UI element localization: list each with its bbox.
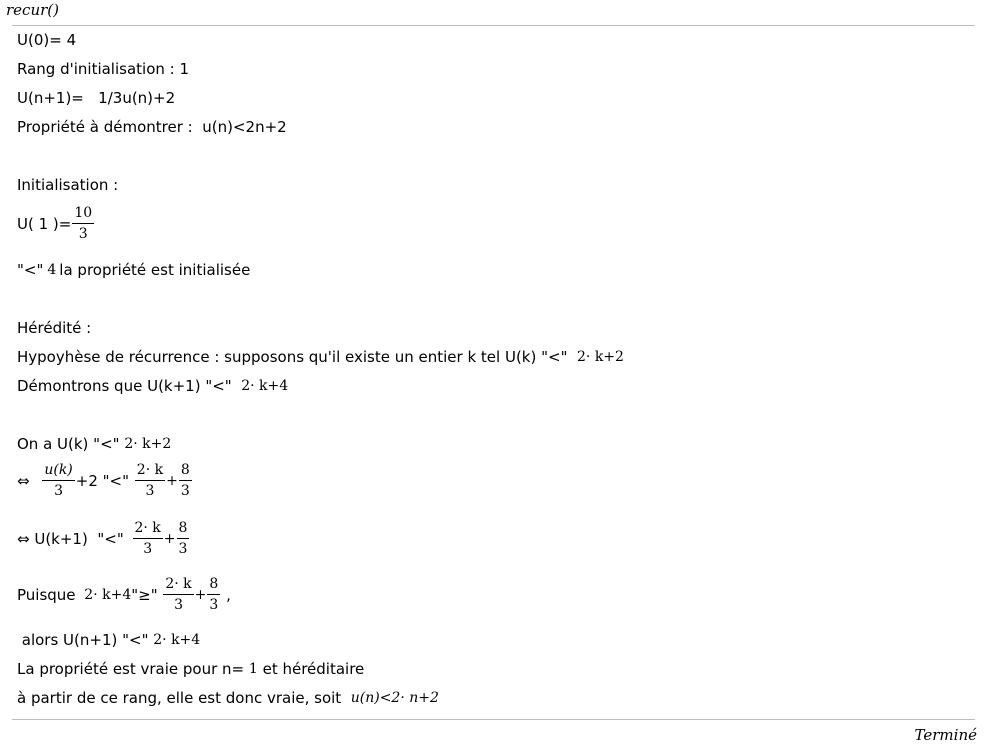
command-input[interactable]: recur() (6, 1, 59, 19)
equiv-1-fraction-2k (135, 462, 165, 499)
ona-expr: 2· k+2 (124, 436, 172, 452)
line-hypothese (17, 348, 624, 366)
puisque-f1-num: 2· k (165, 576, 192, 592)
dem-expr: 2· k+4 (241, 378, 289, 394)
line-demontrons (17, 377, 288, 395)
puisque-f2-num: 8 (209, 576, 219, 592)
puisque-end: , (221, 585, 231, 604)
alors-expr: 2· k+4 (153, 632, 201, 648)
ona-text: On a U(k) "<" (17, 435, 125, 453)
equiv-1-f2-den: 3 (145, 483, 155, 499)
bottom-divider (12, 719, 975, 720)
u1-denominator: 3 (78, 226, 88, 242)
line-puisque (17, 576, 231, 613)
puisque-f2-den: 3 (209, 597, 219, 613)
init-lt: "<" (17, 261, 44, 279)
equiv-2-f2-num: 8 (178, 520, 188, 536)
puisque-fraction-2k (163, 576, 193, 613)
init-value: 4 (47, 262, 57, 278)
line-equiv-1 (17, 462, 193, 499)
line-init-conclusion (17, 261, 250, 279)
line-vraie (17, 660, 364, 678)
puisque-f1-den: 3 (174, 597, 183, 613)
hyp-text: Hypoyhèse de récurrence : supposons qu'il existe un entier k tel U(k) "<" (17, 348, 578, 366)
equiv-1-den: 3 (54, 483, 64, 499)
final-expr: u(n)<2· n+2 (350, 690, 439, 706)
equiv-2-fraction-8 (177, 520, 190, 557)
equiv-2-fraction-2k (133, 520, 163, 557)
line-hered-title: Hérédité : (17, 319, 92, 337)
alors-text: alors U(n+1) "<" (17, 631, 154, 649)
equiv-2-prefix: ⇔ U(k+1) "<" (17, 529, 129, 548)
dem-text: Démontrons que U(k+1) "<" (17, 377, 242, 395)
equiv-1-plus: + (166, 472, 178, 489)
init-conclusion: la propriété est initialisée (59, 261, 251, 279)
equiv-2-plus: + (163, 530, 176, 547)
line-init-title: Initialisation : (17, 176, 119, 194)
puisque-fraction-8 (207, 576, 220, 613)
line-recurrence: U(n+1)= 1/3u(n)+2 (17, 89, 176, 107)
line-rang: Rang d'initialisation : 1 (17, 60, 190, 78)
line-alors (17, 631, 200, 649)
vraie-text: La propriété est vraie pour n= (17, 660, 249, 678)
line-equiv-2 (17, 520, 190, 557)
final-text: à partir de ce rang, elle est donc vraie, soit (17, 689, 351, 707)
equiv-1-f3-den: 3 (180, 483, 190, 499)
u1-label: U( 1 )= (17, 214, 72, 233)
puisque-text: Puisque (17, 585, 81, 604)
puisque-plus: + (194, 586, 207, 603)
equiv-2-f1-num: 2· k (134, 520, 161, 536)
equiv-2-f2-den: 3 (178, 541, 188, 557)
line-u1 (17, 205, 95, 242)
vraie-end: et héréditaire (257, 660, 365, 678)
equiv-1-fraction-uk (42, 462, 74, 499)
puisque-ge: "≥" (131, 585, 163, 604)
equiv-1-fraction-8 (179, 462, 192, 499)
vraie-n: 1 (248, 661, 258, 677)
status-text: Terminé (914, 726, 977, 744)
line-ona (17, 435, 171, 453)
equiv-2-f1-den: 3 (143, 541, 153, 557)
line-final (17, 689, 439, 707)
top-divider (12, 25, 975, 26)
equiv-1-f2-num: 2· k (136, 462, 164, 478)
u1-fraction (72, 205, 94, 242)
equiv-1-num: u(k) (44, 462, 73, 478)
equiv-1-mid: +2 "<" (75, 471, 134, 490)
equiv-1-prefix: ⇔ (17, 471, 35, 490)
line-u0: U(0)= 4 (17, 31, 77, 49)
u1-numerator: 10 (74, 205, 93, 221)
equiv-1-f3-num: 8 (180, 462, 190, 478)
hyp-expr: 2· k+2 (577, 349, 624, 365)
puisque-expr: 2· k+4 (84, 586, 132, 603)
line-propriete: Propriété à démontrer : u(n)<2n+2 (17, 118, 287, 136)
